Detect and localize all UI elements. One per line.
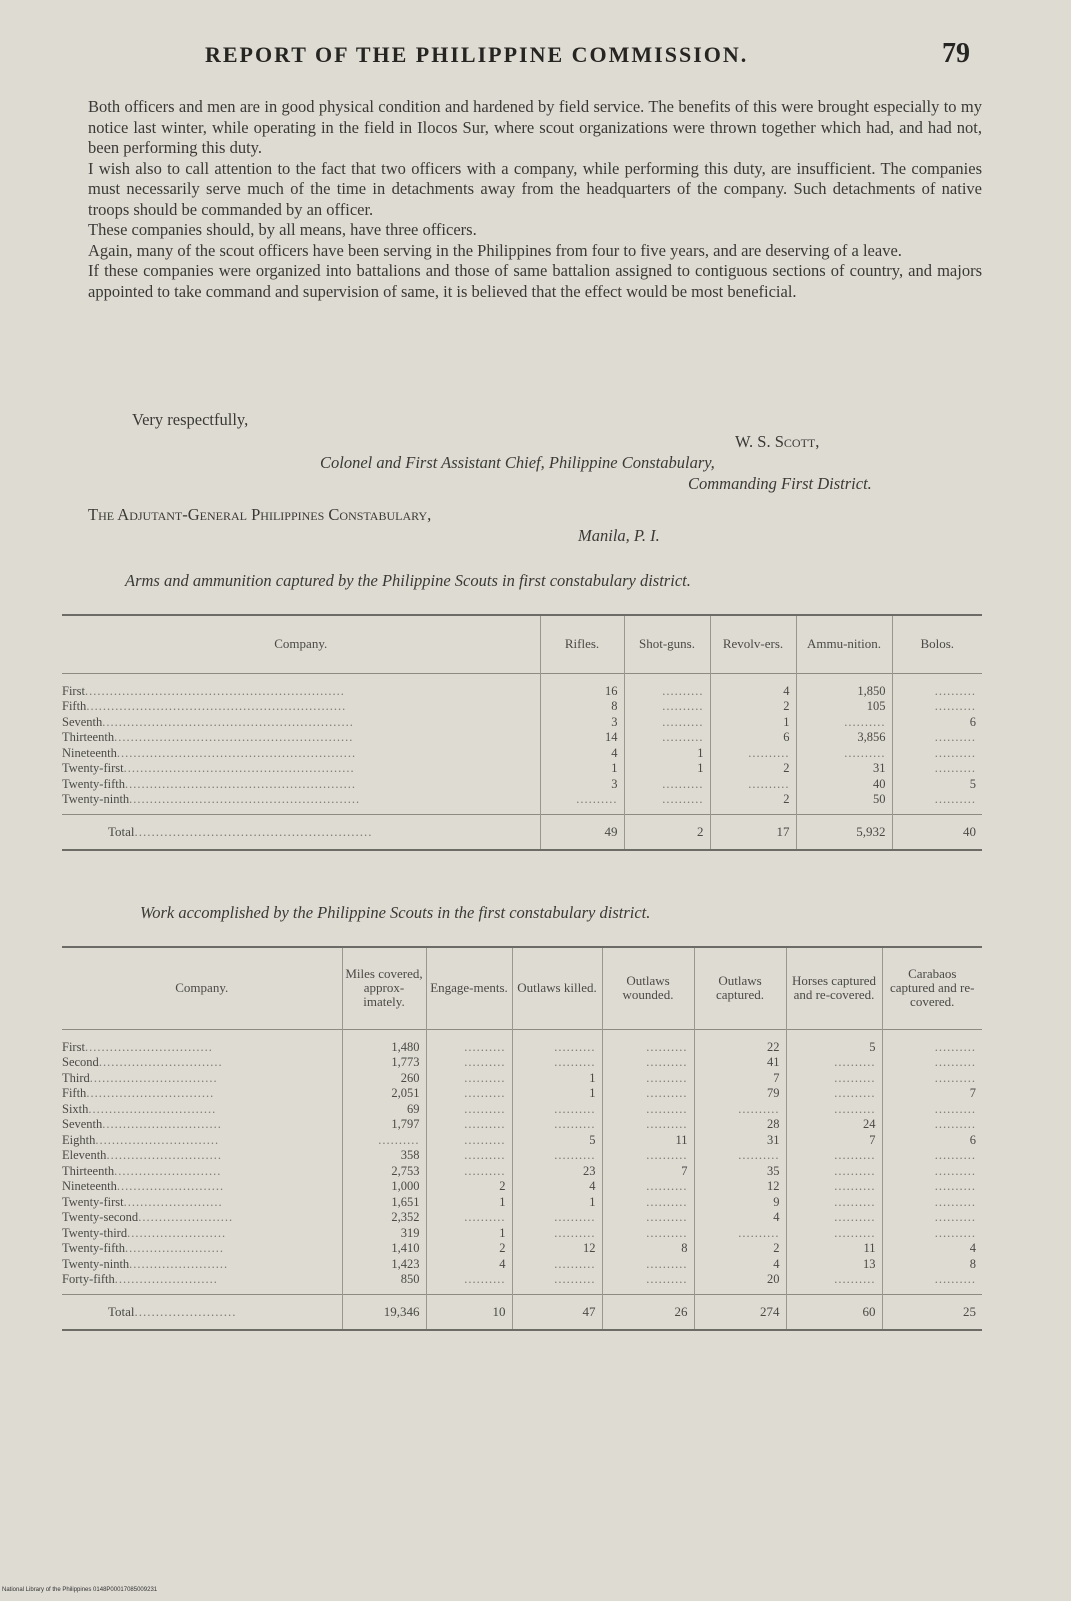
total-value: 26 xyxy=(602,1294,694,1330)
company-cell: Fifth............................... xyxy=(62,1086,215,1100)
value-cell: .......... xyxy=(892,761,982,777)
table2-caption: Work accomplished by the Philippine Scouts in the first constabulary district. xyxy=(140,903,651,922)
value-cell: .......... xyxy=(796,715,892,731)
value-cell: 2 xyxy=(694,1241,786,1257)
value-cell: 69 xyxy=(342,1102,426,1118)
total-value: 19,346 xyxy=(342,1294,426,1330)
value-cell: .......... xyxy=(426,1117,512,1133)
company-cell: Seventh............................................................. xyxy=(62,714,354,729)
value-cell: 2,753 xyxy=(342,1164,426,1180)
value-cell: 1 xyxy=(710,715,796,731)
value-cell: 3 xyxy=(540,777,624,793)
signature-title-command: Commanding First District. xyxy=(688,474,872,493)
value-cell: .......... xyxy=(426,1133,512,1149)
table-row xyxy=(62,673,982,699)
value-cell: .......... xyxy=(786,1148,882,1164)
value-cell: .......... xyxy=(786,1195,882,1211)
table-row xyxy=(62,1179,982,1195)
company-cell: Sixth............................... xyxy=(62,1101,217,1116)
paragraph: I wish also to call attention to the fact that two officers with a company, while performing this duty, are insufficient. The companies must necessarily serve much of the time in detachments away from the headquarters of the company. Such detachments of native troops should be commanded by an officer. xyxy=(88,158,982,219)
value-cell: .......... xyxy=(624,715,710,731)
value-cell: .......... xyxy=(602,1102,694,1118)
paragraph: If these companies were organized into battalions and those of same battalion assigned to contiguous sections of country, and majors appointed to take command and supervision of same, it is believed that the effect would be most beneficial. xyxy=(88,261,982,301)
value-cell: .......... xyxy=(512,1055,602,1071)
value-cell: .......... xyxy=(624,699,710,715)
company-cell: Thirteenth.......................... xyxy=(62,1163,222,1178)
value-cell: 105 xyxy=(796,699,892,715)
addressee: The Adjutant-General Philippines Constabulary, xyxy=(88,505,432,524)
table-row xyxy=(62,777,982,793)
table-row xyxy=(62,761,982,777)
value-cell: .......... xyxy=(882,1179,982,1195)
table-row xyxy=(62,1133,982,1149)
company-cell: Thirteenth.......................................................... xyxy=(62,730,354,744)
value-cell: 1 xyxy=(624,761,710,777)
value-cell: 3,856 xyxy=(796,730,892,746)
value-cell: .......... xyxy=(624,777,710,793)
company-cell: Nineteenth.......................... xyxy=(62,1179,225,1193)
column-header: Carabaos captured and re-covered. xyxy=(882,947,982,1029)
value-cell: .......... xyxy=(892,673,982,699)
value-cell: .......... xyxy=(512,1272,602,1294)
arms-table xyxy=(62,614,982,851)
value-cell: .......... xyxy=(796,746,892,762)
value-cell: 260 xyxy=(342,1071,426,1087)
value-cell: 1,797 xyxy=(342,1117,426,1133)
column-header: Bolos. xyxy=(892,615,982,673)
value-cell: .......... xyxy=(426,1210,512,1226)
column-header: Outlaws killed. xyxy=(512,947,602,1029)
value-cell: .......... xyxy=(882,1055,982,1071)
table-row xyxy=(62,1164,982,1180)
value-cell: .......... xyxy=(602,1257,694,1273)
value-cell: 8 xyxy=(882,1257,982,1273)
value-cell: .......... xyxy=(882,1226,982,1242)
total-row xyxy=(62,814,982,850)
value-cell: 24 xyxy=(786,1117,882,1133)
column-header: Ammu-nition. xyxy=(796,615,892,673)
company-cell: First............................................................... xyxy=(62,683,345,698)
work-table xyxy=(62,946,982,1331)
table-row xyxy=(62,715,982,731)
value-cell: 2,352 xyxy=(342,1210,426,1226)
value-cell: .......... xyxy=(882,1164,982,1180)
value-cell: .......... xyxy=(710,746,796,762)
value-cell: .......... xyxy=(786,1272,882,1294)
value-cell: 2 xyxy=(710,761,796,777)
total-row xyxy=(62,1294,982,1330)
value-cell: 319 xyxy=(342,1226,426,1242)
value-cell: 1 xyxy=(426,1226,512,1242)
table-row xyxy=(62,1071,982,1087)
value-cell: .......... xyxy=(602,1148,694,1164)
column-header: Outlaws captured. xyxy=(694,947,786,1029)
value-cell: .......... xyxy=(892,746,982,762)
value-cell: .......... xyxy=(426,1272,512,1294)
value-cell: .......... xyxy=(512,1148,602,1164)
value-cell: .......... xyxy=(540,792,624,814)
value-cell: 4 xyxy=(710,673,796,699)
value-cell: .......... xyxy=(602,1195,694,1211)
value-cell: 22 xyxy=(694,1029,786,1055)
value-cell: 12 xyxy=(512,1241,602,1257)
value-cell: .......... xyxy=(694,1226,786,1242)
signature-name: W. S. Scott, xyxy=(735,432,820,451)
value-cell: .......... xyxy=(786,1164,882,1180)
total-value: 40 xyxy=(892,814,982,850)
company-cell: Fifth............................................................... xyxy=(62,699,347,713)
value-cell: 1 xyxy=(624,746,710,762)
total-value: 49 xyxy=(540,814,624,850)
value-cell: .......... xyxy=(602,1117,694,1133)
column-header: Outlaws wounded. xyxy=(602,947,694,1029)
table-row xyxy=(62,1117,982,1133)
value-cell: .......... xyxy=(892,699,982,715)
value-cell: 5 xyxy=(892,777,982,793)
value-cell: 35 xyxy=(694,1164,786,1180)
column-header: Engage-ments. xyxy=(426,947,512,1029)
value-cell: .......... xyxy=(882,1117,982,1133)
value-cell: .......... xyxy=(882,1071,982,1087)
company-cell: Twenty-first........................ xyxy=(62,1194,223,1209)
company-cell: Twenty-first........................................................ xyxy=(62,761,355,775)
total-label: Total........................................................ xyxy=(108,823,373,839)
value-cell: 1,423 xyxy=(342,1257,426,1273)
table-row xyxy=(62,1086,982,1102)
value-cell: .......... xyxy=(892,792,982,814)
value-cell: .......... xyxy=(512,1257,602,1273)
value-cell: 1,480 xyxy=(342,1029,426,1055)
value-cell: 2 xyxy=(710,792,796,814)
value-cell: 5 xyxy=(786,1029,882,1055)
total-value: 10 xyxy=(426,1294,512,1330)
paragraph: Both officers and men are in good physical condition and hardened by field service. The benefits of this were brought especially to my notice last winter, while operating in the field in Ilocos Sur, where scout organizations were thrown together which had, and had not, been performing this duty. xyxy=(88,97,982,157)
value-cell: 41 xyxy=(694,1055,786,1071)
value-cell: 4 xyxy=(882,1241,982,1257)
value-cell: 1 xyxy=(426,1195,512,1211)
value-cell: .......... xyxy=(512,1226,602,1242)
total-value: 2 xyxy=(624,814,710,850)
value-cell: 1 xyxy=(540,761,624,777)
value-cell: 1,850 xyxy=(796,673,892,699)
value-cell: .......... xyxy=(602,1226,694,1242)
value-cell: 1,773 xyxy=(342,1055,426,1071)
value-cell: .......... xyxy=(602,1029,694,1055)
value-cell: 4 xyxy=(540,746,624,762)
value-cell: .......... xyxy=(426,1102,512,1118)
company-cell: Eleventh............................ xyxy=(62,1148,222,1162)
value-cell: .......... xyxy=(602,1086,694,1102)
value-cell: .......... xyxy=(786,1226,882,1242)
total-value: 17 xyxy=(710,814,796,850)
value-cell: .......... xyxy=(786,1071,882,1087)
column-header: Shot-guns. xyxy=(624,615,710,673)
library-stamp: National Library of the Philippines 0148P00017085009231 xyxy=(2,1587,158,1593)
table-row xyxy=(62,730,982,746)
value-cell: .......... xyxy=(882,1029,982,1055)
value-cell: .......... xyxy=(426,1071,512,1087)
company-cell: Twenty-second....................... xyxy=(62,1210,234,1224)
letter-body xyxy=(88,97,982,302)
company-cell: Forty-fifth......................... xyxy=(62,1272,218,1286)
value-cell: 7 xyxy=(786,1133,882,1149)
value-cell: 40 xyxy=(796,777,892,793)
total-value: 25 xyxy=(882,1294,982,1330)
value-cell: .......... xyxy=(882,1195,982,1211)
table-row xyxy=(62,1029,982,1055)
value-cell: .......... xyxy=(694,1148,786,1164)
value-cell: .......... xyxy=(786,1086,882,1102)
value-cell: .......... xyxy=(602,1272,694,1294)
value-cell: .......... xyxy=(426,1086,512,1102)
value-cell: 2 xyxy=(426,1179,512,1195)
value-cell: 50 xyxy=(796,792,892,814)
total-value: 47 xyxy=(512,1294,602,1330)
column-header: Revolv-ers. xyxy=(710,615,796,673)
value-cell: 4 xyxy=(512,1179,602,1195)
value-cell: .......... xyxy=(882,1272,982,1294)
value-cell: 23 xyxy=(512,1164,602,1180)
value-cell: 850 xyxy=(342,1272,426,1294)
value-cell: .......... xyxy=(602,1210,694,1226)
value-cell: .......... xyxy=(710,777,796,793)
value-cell: .......... xyxy=(426,1029,512,1055)
value-cell: 1 xyxy=(512,1086,602,1102)
value-cell: .......... xyxy=(426,1164,512,1180)
value-cell: 4 xyxy=(694,1257,786,1273)
value-cell: .......... xyxy=(426,1148,512,1164)
value-cell: 5 xyxy=(512,1133,602,1149)
page-number: 79 xyxy=(942,38,970,69)
value-cell: .......... xyxy=(426,1055,512,1071)
value-cell: .......... xyxy=(786,1102,882,1118)
table-row xyxy=(62,1210,982,1226)
table-row xyxy=(62,1226,982,1242)
value-cell: .......... xyxy=(892,730,982,746)
column-header: Horses captured and re-covered. xyxy=(786,947,882,1029)
table-row xyxy=(62,1102,982,1118)
value-cell: .......... xyxy=(602,1179,694,1195)
table-row xyxy=(62,792,982,814)
company-cell: Twenty-third........................ xyxy=(62,1225,227,1240)
value-cell: 1,651 xyxy=(342,1195,426,1211)
value-cell: 11 xyxy=(602,1133,694,1149)
value-cell: 358 xyxy=(342,1148,426,1164)
total-label: Total........................ xyxy=(108,1303,237,1319)
paragraph: Again, many of the scout officers have been serving in the Philippines from four to five years, and are deserving of a leave. xyxy=(88,240,902,260)
value-cell: 7 xyxy=(602,1164,694,1180)
value-cell: 4 xyxy=(694,1210,786,1226)
value-cell: .......... xyxy=(624,792,710,814)
value-cell: 6 xyxy=(710,730,796,746)
value-cell: .......... xyxy=(882,1102,982,1118)
value-cell: .......... xyxy=(602,1071,694,1087)
total-value: 5,932 xyxy=(796,814,892,850)
company-cell: Second.............................. xyxy=(62,1055,223,1069)
value-cell: .......... xyxy=(882,1210,982,1226)
column-header: Company. xyxy=(274,636,328,652)
value-cell: 6 xyxy=(892,715,982,731)
page-header xyxy=(0,38,1071,78)
value-cell: .......... xyxy=(512,1029,602,1055)
value-cell: 7 xyxy=(882,1086,982,1102)
value-cell: 3 xyxy=(540,715,624,731)
value-cell: 14 xyxy=(540,730,624,746)
company-cell: Twenty-fifth........................ xyxy=(62,1241,224,1255)
paragraph: These companies should, by all means, have three officers. xyxy=(88,220,477,239)
value-cell: 2 xyxy=(426,1241,512,1257)
value-cell: .......... xyxy=(602,1055,694,1071)
value-cell: 20 xyxy=(694,1272,786,1294)
total-value: 274 xyxy=(694,1294,786,1330)
column-header: Rifles. xyxy=(540,615,624,673)
signature-title: Colonel and First Assistant Chief, Philippine Constabulary, xyxy=(320,453,715,472)
table-row xyxy=(62,1257,982,1273)
table-row xyxy=(62,1195,982,1211)
closing: Very respectfully, xyxy=(132,410,249,429)
value-cell: 12 xyxy=(694,1179,786,1195)
company-cell: Third............................... xyxy=(62,1070,218,1085)
company-cell: Twenty-fifth........................................................ xyxy=(62,776,356,791)
company-cell: Twenty-ninth........................................................ xyxy=(62,792,361,806)
company-cell: Seventh............................. xyxy=(62,1117,222,1131)
value-cell: 8 xyxy=(540,699,624,715)
value-cell: .......... xyxy=(694,1102,786,1118)
table-row xyxy=(62,1241,982,1257)
company-cell: Eighth.............................. xyxy=(62,1132,220,1147)
value-cell: 16 xyxy=(540,673,624,699)
column-header: Miles covered, approx-imately. xyxy=(342,947,426,1029)
value-cell: 7 xyxy=(694,1071,786,1087)
value-cell: 8 xyxy=(602,1241,694,1257)
value-cell: 13 xyxy=(786,1257,882,1273)
company-cell: Nineteenth.......................................................... xyxy=(62,745,357,760)
value-cell: 28 xyxy=(694,1117,786,1133)
value-cell: .......... xyxy=(786,1210,882,1226)
value-cell: 1,000 xyxy=(342,1179,426,1195)
running-title: REPORT OF THE PHILIPPINE COMMISSION. xyxy=(205,42,749,67)
value-cell: .......... xyxy=(624,673,710,699)
total-value: 60 xyxy=(786,1294,882,1330)
column-header: Company. xyxy=(175,980,229,996)
value-cell: .......... xyxy=(882,1148,982,1164)
value-cell: 1 xyxy=(512,1071,602,1087)
table-row xyxy=(62,746,982,762)
value-cell: 11 xyxy=(786,1241,882,1257)
value-cell: 4 xyxy=(426,1257,512,1273)
value-cell: 31 xyxy=(694,1133,786,1149)
value-cell: 9 xyxy=(694,1195,786,1211)
addressee-place: Manila, P. I. xyxy=(578,526,660,545)
table-row xyxy=(62,1055,982,1071)
value-cell: 2,051 xyxy=(342,1086,426,1102)
table-row xyxy=(62,699,982,715)
company-cell: Twenty-ninth........................ xyxy=(62,1256,229,1271)
value-cell: .......... xyxy=(512,1210,602,1226)
value-cell: 1,410 xyxy=(342,1241,426,1257)
value-cell: .......... xyxy=(786,1055,882,1071)
value-cell: .......... xyxy=(786,1179,882,1195)
value-cell: 6 xyxy=(882,1133,982,1149)
value-cell: .......... xyxy=(512,1102,602,1118)
table-row xyxy=(62,1148,982,1164)
value-cell: 79 xyxy=(694,1086,786,1102)
company-cell: First............................... xyxy=(62,1039,213,1054)
table1-caption: Arms and ammunition captured by the Philippine Scouts in first constabulary district. xyxy=(125,571,691,590)
table-row xyxy=(62,1272,982,1294)
value-cell: .......... xyxy=(342,1133,426,1149)
value-cell: 31 xyxy=(796,761,892,777)
value-cell: 2 xyxy=(710,699,796,715)
value-cell: .......... xyxy=(512,1117,602,1133)
value-cell: .......... xyxy=(624,730,710,746)
value-cell: 1 xyxy=(512,1195,602,1211)
